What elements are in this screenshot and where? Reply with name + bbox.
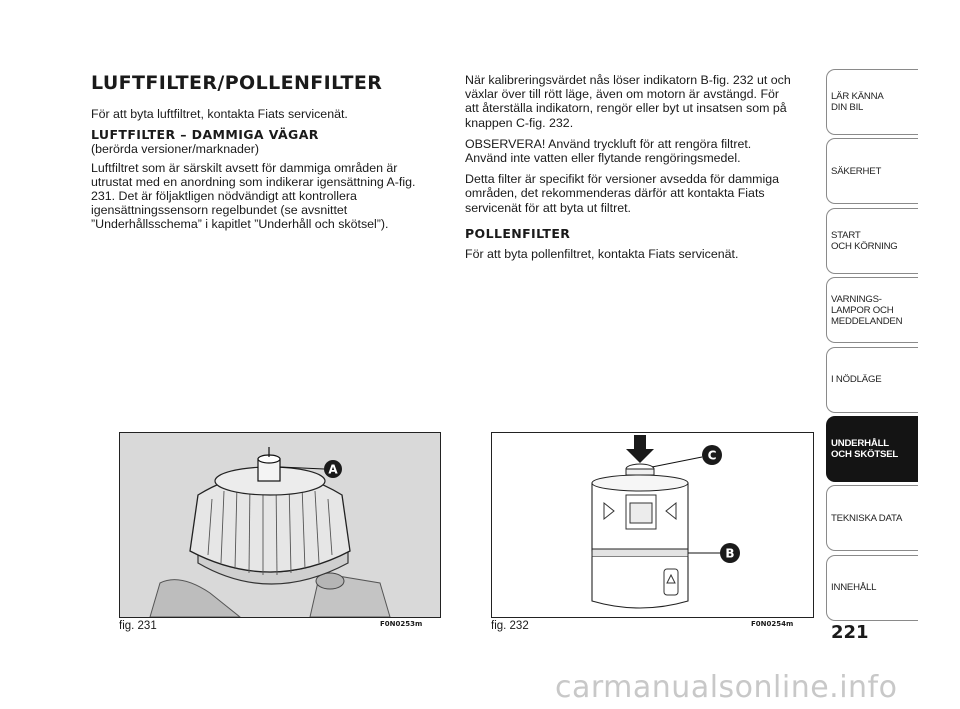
left-column bbox=[91, 72, 423, 239]
pollen-filter-heading: POLLENFILTER bbox=[465, 225, 571, 241]
callout-c-label: C bbox=[707, 448, 717, 463]
figure-232-caption: fig. 232 bbox=[491, 620, 529, 632]
right-column bbox=[465, 73, 795, 268]
dusty-roads-heading: LUFTFILTER – DAMMIGA VÄGAR bbox=[91, 127, 319, 143]
page-number: 221 bbox=[831, 622, 869, 643]
tab-underhall-och-skotsel[interactable]: UNDERHÅLL OCH SKÖTSEL bbox=[826, 416, 918, 482]
tab-tekniska-data[interactable]: TEKNISKA DATA bbox=[826, 485, 918, 551]
callout-b-label: B bbox=[725, 546, 735, 561]
tab-i-nodlage[interactable]: I NÖDLÄGE bbox=[826, 347, 918, 413]
chapter-sidebar bbox=[826, 69, 918, 624]
air-filter-illustration bbox=[120, 433, 440, 617]
intro-text: För att byta luftfiltret, kontakta Fiats servicenät. bbox=[91, 107, 348, 121]
watermark: carmanualsonline.info bbox=[555, 670, 898, 705]
tab-start-och-korning[interactable]: START OCH KÖRNING bbox=[826, 208, 918, 274]
callout-a-label: A bbox=[328, 462, 338, 477]
filter-specific-paragraph: Detta filter är specifikt för versioner avsedda för dammiga områden, det rekommenderas därför att kontakta Fiats servicenät för att byta ut filtret. bbox=[465, 172, 780, 215]
figure-231 bbox=[119, 432, 441, 618]
figure-231-caption: fig. 231 bbox=[119, 620, 157, 632]
press-arrow-icon bbox=[626, 435, 654, 463]
page-title: LUFTFILTER/POLLENFILTER bbox=[91, 72, 383, 94]
figure-231-code: F0N0253m bbox=[380, 620, 423, 628]
tab-lar-kanna-din-bil[interactable]: LÄR KÄNNA DIN BIL bbox=[826, 69, 918, 135]
indicator-illustration bbox=[492, 433, 813, 617]
figure-232 bbox=[491, 432, 814, 618]
tab-varningslampor[interactable]: VARNINGS- LAMPOR OCH MEDDELANDEN bbox=[826, 277, 918, 343]
tab-sakerhet[interactable]: SÄKERHET bbox=[826, 138, 918, 204]
tab-innehall[interactable]: INNEHÅLL bbox=[826, 555, 918, 621]
figure-232-code: F0N0254m bbox=[751, 620, 794, 628]
dusty-roads-note: (berörda versioner/marknader) bbox=[91, 142, 260, 157]
indicator-paragraph: När kalibreringsvärdet nås löser indikatorn B-fig. 232 ut och växlar över till rött läge, även om motorn är avstängd. För att återställa indikatorn, rengör eller byt ut insatsen som på knappen C-fig. 232. bbox=[465, 73, 791, 130]
dusty-roads-body: Luftfiltret som är särskilt avsett för dammiga områden är utrustat med en anordning som indikerar igensättning A-fig. 231. Det är följaktligen nödvändigt att kontrollera igensättningssensorn regelbundet (se avsnittet ”Underhållsschema” i kapitlet ”Underhåll och skötsel”). bbox=[91, 160, 416, 232]
pollen-filter-body: För att byta pollenfiltret, kontakta Fiats servicenät. bbox=[465, 247, 739, 262]
warning-paragraph: OBSERVERA! Använd tryckluft för att rengöra filtret. Använd inte vatten eller flytande rengöringsmedel. bbox=[465, 136, 752, 166]
